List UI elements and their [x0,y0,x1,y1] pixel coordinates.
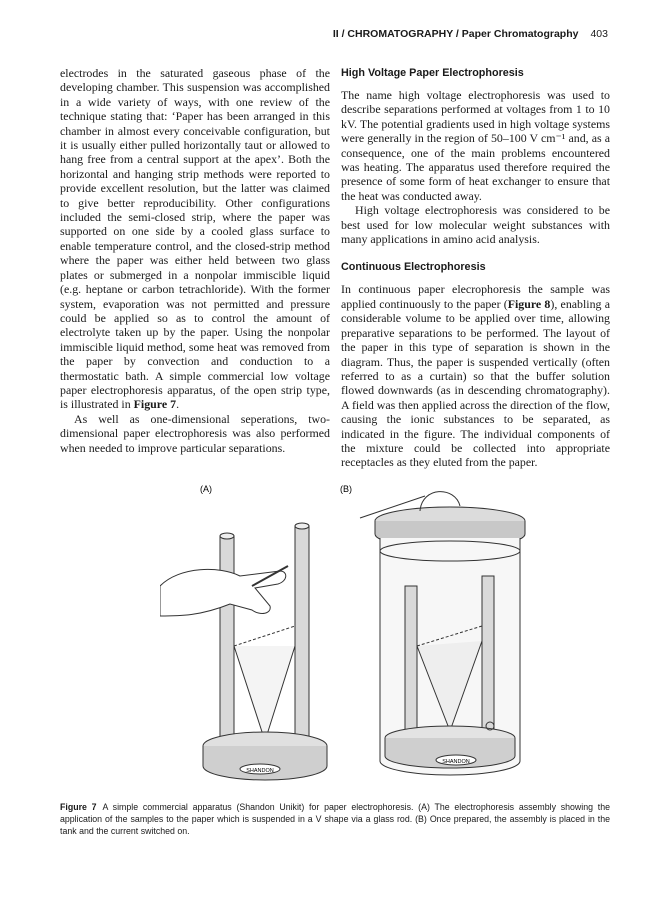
right-rod-top [295,523,309,529]
panel-a-label: (A) [200,484,212,494]
glass-rod [234,626,295,646]
tank-left-rod [405,586,417,736]
panel-b-label: (B) [340,484,352,494]
right-paragraph-1: The name high voltage electrophoresis was used to describe separations performed at voltages from 1 to 10 kV. The potential gradients used in high voltage systems were generally in the region of 50–100 V cm⁻¹ and, as a consequence, one of the main problems encountered was heating. The apparatus used therefore required the presence of some form of heat exchanger to ensure that the heat was conducted away. [341,88,610,203]
brand-label-a: SHANDON [246,768,274,774]
figure-8-reference: Figure 8 [507,296,551,311]
caption-text: A simple commercial apparatus (Shandon Unikit) for paper electrophoresis. (A) The electrophoresis assembly showing the application of the samples to the paper which is suspended in a V shape via a glass rod. (B) Once prepared, the assembly is placed in the tank and the current switched on. [60,802,610,837]
figure-7 [160,476,540,786]
left-paragraph-1-end: . [176,397,180,412]
left-paragraph-1 [60,66,330,412]
left-paragraph-2: As well as one-dimensional seperations, two-dimensional paper electrophoresis was also performed when needed to improve particular separations. [60,411,330,455]
caption-label: Figure 7 [60,802,97,812]
right-paragraph-3-start: In continuous paper elecrophoresis the sample was applied continuously to the paper ( [341,282,610,311]
panel-b-apparatus [360,492,525,775]
left-paragraph-1-text: electrodes in the saturated gaseous phase of the developing chamber. This suspension was accomplished in a wide variety of ways, with one review of the technique stating that: ‘Paper has been arranged in this chamber in almost every conceivable configuration, but it is usually either pulled horizontally taut or allowed to hang free from a central support at the apex’. Both the horizontal and hanging strip methods were reported to provide excellent resolution, but the latter was claimed to give better reproducibility. Other configurations included the semi-closed strip, where the paper was supported on one side by a cooled glass surface to enable temperature control, and the closed-strip method where the paper was either held between two glass plates or submerged in a nonpolar immiscible liquid (e.g. heptane or carbon tetrachloride). With the former system, evaporation was not permitted and pressure could be applied so as to control the amount of electrolyte taken up by the paper. Using the nonpolar immiscible liquid method, some heat was removed from the paper by convection and conduction to a thermostatic bath. A simple commercial low voltage paper electrophoresis apparatus, of the open strip type, is illustrated in [60,66,330,412]
page-number: 403 [590,28,608,40]
right-column [341,66,610,470]
brand-label-b: SHANDON [442,759,470,765]
panel-a-apparatus [160,523,327,780]
base-tray-side [203,746,327,780]
figure-7-reference: Figure 7 [133,397,177,412]
right-paragraph-3 [341,282,610,469]
tank-right-rod [482,576,494,736]
paper-v-strip [234,646,295,741]
left-rod-top [220,533,234,539]
header-section-title: II / CHROMATOGRAPHY / Paper Chromatography [332,28,579,40]
figure-7-illustration [160,476,540,786]
heading-continuous: Continuous Electrophoresis [341,261,486,274]
running-header [60,28,608,46]
heading-high-voltage: High Voltage Paper Electrophoresis [341,67,524,79]
figure-caption [60,801,610,838]
right-support-rod [295,526,309,746]
right-paragraph-3-end: ), enabling a considerable volume to be applied over time, allowing preparative separations to be performed. The layout of the paper in this type of separation is shown in the diagram. Thus, the paper is suspended vertically (often referred to as a curtain) so that the buffer solution flowed downwards (as in descending chromatography). A field was then applied across the direction of the flow, causing the ionic substances to be separated, as indicated in the figure. The individual components of the mixture could be collected into appropriate receptacles as they eluted from the paper. [341,296,611,470]
right-paragraph-2: High voltage electrophoresis was considered to be best used for low molecular weight substances with many applications in amino acid analysis. [341,203,610,247]
left-support-rod [220,536,234,746]
left-column [60,66,330,455]
